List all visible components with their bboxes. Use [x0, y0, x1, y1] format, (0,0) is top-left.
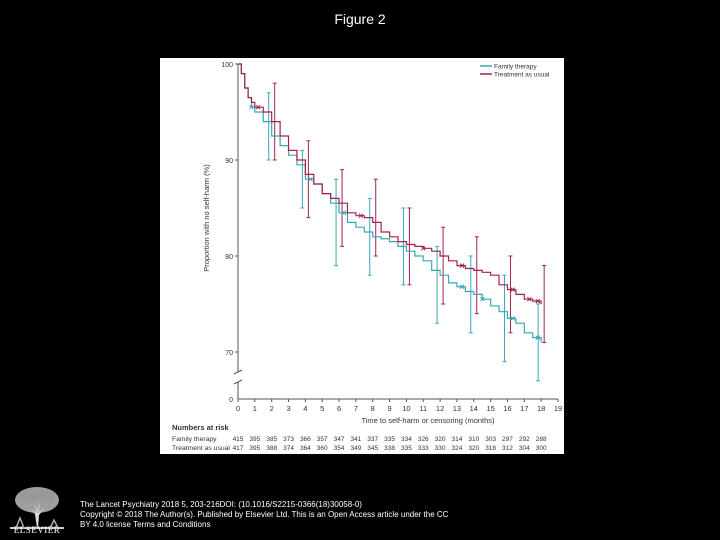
risk-value: 312	[502, 445, 513, 452]
family-therapy-line	[238, 64, 541, 342]
y-tick-label: 0	[229, 397, 233, 404]
kaplan-meier-chart	[160, 58, 564, 454]
x-tick-label: 9	[387, 404, 392, 413]
x-tick-label: 17	[520, 404, 529, 413]
y-tick-label: 80	[225, 254, 233, 261]
x-tick-label: 15	[486, 404, 495, 413]
x-tick-label: 5	[320, 404, 325, 413]
x-tick-label: 6	[336, 404, 342, 413]
risk-value: 292	[518, 436, 530, 443]
x-tick-label: 4	[303, 404, 308, 413]
x-tick-label: 12	[435, 404, 445, 413]
risk-value: 395	[249, 436, 261, 443]
y-tick-label: 100	[221, 62, 233, 69]
copyright-line: Copyright © 2018 The Author(s). Published by Elsevier Ltd. This is an Open Access article under the CC	[80, 510, 449, 519]
chart-labels	[172, 62, 562, 452]
risk-value: 374	[283, 445, 294, 452]
risk-value: 288	[535, 436, 547, 443]
risk-value: 395	[249, 445, 261, 452]
risk-value: 360	[316, 445, 328, 452]
series-lines	[238, 64, 541, 342]
risk-value: 304	[518, 445, 530, 452]
x-tick-label: 16	[503, 404, 512, 413]
risk-value: 314	[451, 436, 463, 443]
x-tick-label: 13	[452, 404, 462, 413]
risk-value: 310	[468, 436, 480, 443]
risk-value: 335	[384, 436, 396, 443]
x-tick-label: 3	[286, 404, 291, 413]
risk-value: 364	[299, 445, 311, 452]
x-tick-label: 11	[419, 404, 428, 413]
y-axis-label: Proportion with no self-harm (%)	[202, 164, 211, 272]
x-tick-label: 7	[353, 404, 358, 413]
risk-value: 349	[350, 445, 362, 452]
logo-text: ELSEVIER	[13, 525, 61, 535]
citation-line: The Lancet Psychiatry 2018 5, 203-216DOI: (10.1016/S2215-0366(18)30058-0)	[80, 500, 362, 509]
legend-label: Family therapy	[494, 63, 537, 71]
risk-value: 320	[434, 436, 446, 443]
risk-value: 338	[384, 445, 396, 452]
risk-value: 388	[266, 445, 278, 452]
risk-value: 337	[367, 436, 379, 443]
risk-value: 357	[316, 436, 328, 443]
x-tick-label: 8	[370, 404, 375, 413]
x-tick-label: 18	[536, 404, 546, 413]
x-tick-label: 14	[469, 404, 478, 413]
risk-value: 326	[417, 436, 429, 443]
axes	[234, 64, 558, 402]
risk-value: 366	[299, 436, 311, 443]
citation-block	[80, 500, 448, 530]
risk-value: 373	[283, 436, 294, 443]
risk-value: 324	[451, 445, 463, 452]
y-tick-label: 90	[225, 158, 233, 165]
slide-title: Figure 2	[334, 11, 386, 27]
risk-value: 345	[367, 445, 379, 452]
risk-value: 341	[350, 436, 362, 443]
x-axis-label: Time to self-harm or censoring (months)	[361, 416, 495, 425]
numbers-at-risk-title: Numbers at risk	[172, 423, 229, 432]
treatment-as-usual-line	[238, 64, 541, 304]
risk-value: 297	[502, 436, 513, 443]
figure-panel	[160, 58, 564, 454]
error-bars	[267, 83, 546, 381]
x-tick-label: 10	[402, 404, 411, 413]
risk-value: 335	[400, 445, 412, 452]
risk-value: 303	[485, 436, 497, 443]
license-line[interactable]: BY 4.0 license Terms and Conditions	[80, 520, 211, 529]
x-tick-label: 2	[269, 404, 274, 413]
x-tick-label: 0	[235, 404, 241, 413]
risk-row-label: Treatment as usual	[172, 445, 230, 452]
risk-row-label: Family therapy	[172, 436, 217, 443]
risk-value: 300	[535, 445, 547, 452]
x-tick-label: 19	[553, 404, 563, 413]
risk-value: 354	[333, 445, 345, 452]
risk-value: 347	[333, 436, 345, 443]
censor-marks	[249, 105, 539, 339]
risk-value: 334	[400, 436, 412, 443]
risk-value: 333	[417, 445, 429, 452]
x-tick-label: 1	[252, 404, 257, 413]
y-tick-label: 70	[225, 350, 233, 357]
risk-value: 417	[232, 445, 244, 452]
legend-label: Treatment as usual	[494, 71, 550, 79]
risk-value: 320	[468, 445, 480, 452]
risk-value: 330	[434, 445, 446, 452]
risk-value: 318	[485, 445, 497, 452]
risk-value: 415	[232, 436, 244, 443]
risk-value: 385	[266, 436, 278, 443]
